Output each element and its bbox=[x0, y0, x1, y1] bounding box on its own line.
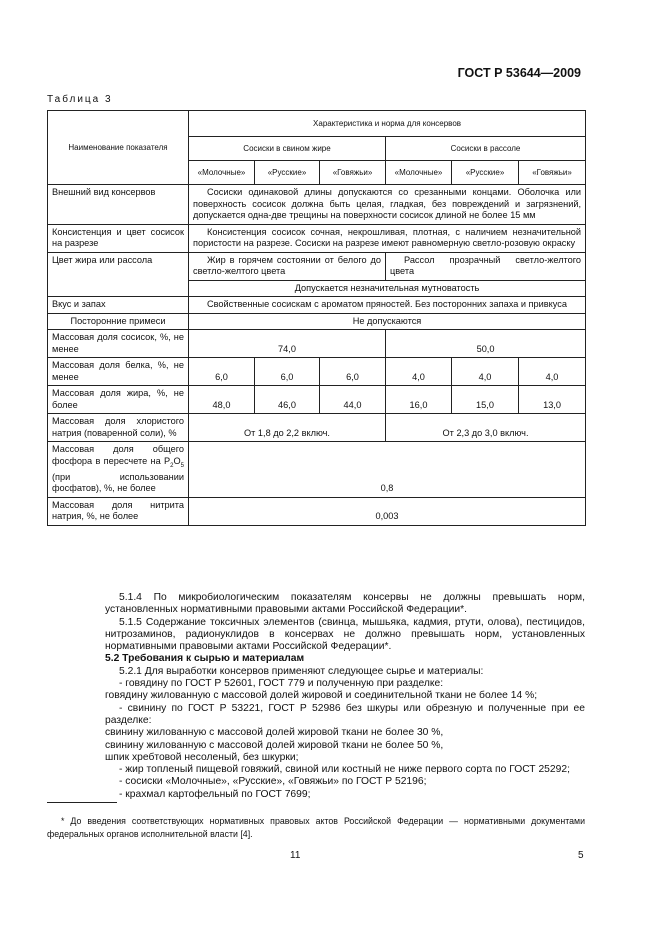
cell-value: 6,0 bbox=[189, 358, 255, 386]
paragraph: 5.1.5 Содержание токсичных элементов (свинца, мышьяка, кадмия, ртути, олова), пестицидов, нитрозаминов, радионуклидов в консервах не должно превышать норм, установленных нормативными правовыми актами Российской Федерации*. bbox=[105, 616, 585, 653]
list-item: - говядину по ГОСТ Р 52601, ГОСТ 779 и полученную при разделке: bbox=[119, 678, 444, 690]
row-name: Массовая доля общего фосфора в пересчете на $P_2O_5$ (при использовании фосфатов), %, не более bbox=[48, 442, 189, 498]
paragraph: 5.2.1 Для выработки консервов применяют следующее сырье и материалы: bbox=[119, 665, 484, 677]
row-value: Жир в горячем состоянии от белого до светло-желтого цвета bbox=[189, 252, 386, 280]
cell-value: 13,0 bbox=[519, 386, 586, 414]
row-value: Свойственные сосискам с ароматом пряностей. Без посторонних запаха и привкуса bbox=[189, 297, 586, 314]
row-value: От 1,8 до 2,2 включ. bbox=[189, 414, 386, 442]
list-item: свинину жилованную с массовой долей жировой ткани не более 30 %, bbox=[105, 727, 444, 739]
variant-header: «Говяжьи» bbox=[320, 161, 386, 185]
row-name: Внешний вид консервов bbox=[48, 185, 189, 225]
page-number-center: 11 bbox=[290, 850, 301, 861]
row-value: 74,0 bbox=[189, 330, 386, 358]
list-item: свинину жилованную с массовой долей жировой ткани не более 50 %, bbox=[105, 739, 444, 751]
list-item: - крахмал картофельный по ГОСТ 7699; bbox=[119, 788, 311, 800]
list-item: шпик хребтовой несоленый, без шкурки; bbox=[105, 751, 299, 763]
cell-value: 48,0 bbox=[189, 386, 255, 414]
subheader-fat: Сосиски в свином жире bbox=[189, 137, 386, 161]
variant-header: «Русские» bbox=[452, 161, 519, 185]
row-value: От 2,3 до 3,0 включ. bbox=[386, 414, 586, 442]
section-heading: 5.2 Требования к сырью и материалам bbox=[105, 653, 305, 665]
variant-header: «Молочные» bbox=[189, 161, 255, 185]
cell-value: 44,0 bbox=[320, 386, 386, 414]
row-value: 0,003 bbox=[189, 497, 586, 525]
row-name: Посторонние примеси bbox=[48, 313, 189, 330]
footnote: * До введения соответствующих нормативных правовых актов Российской Федерации — нормативными документами федеральных органов исполнительной власти [4]. bbox=[47, 816, 585, 839]
row-name: Массовая доля белка, %, не менее bbox=[48, 358, 189, 386]
variant-header: «Русские» bbox=[255, 161, 320, 185]
row-name: Массовая доля жира, %, не более bbox=[48, 386, 189, 414]
row-value: Сосиски одинаковой длины допускаются со срезанными концами. Оболочка или поверхность сосисок должна быть целая, гладкая, без повреждений и загрязнений, допускается одна-две трещины на поверхности сосисок длиной не более 15 мм bbox=[189, 185, 586, 225]
row-name: Массовая доля хлористого натрия (поваренной соли), % bbox=[48, 414, 189, 442]
row-value: 0,8 bbox=[189, 442, 586, 498]
subheader-brine: Сосиски в рассоле bbox=[386, 137, 586, 161]
row-value: 50,0 bbox=[386, 330, 586, 358]
row-value: Не допускаются bbox=[189, 313, 586, 330]
standard-number: ГОСТ Р 53644—2009 bbox=[457, 66, 581, 80]
row-value: Рассол прозрачный светло-желтого цвета bbox=[386, 252, 586, 280]
row-name: Массовая доля нитрита натрия, %, не более bbox=[48, 497, 189, 525]
specs-table bbox=[47, 110, 586, 526]
row-note: Допускается незначительная мутноватость bbox=[189, 280, 586, 297]
variant-header: «Молочные» bbox=[386, 161, 452, 185]
variant-header: «Говяжьи» bbox=[519, 161, 586, 185]
cell-value: 6,0 bbox=[320, 358, 386, 386]
row-value: Консистенция сосисок сочная, некрошливая, плотная, с наличием незначительной пористости на разрезе. Сосиски на разрезе имеют равномерную светло-розовую окраску bbox=[189, 224, 586, 252]
row-name: Вкус и запах bbox=[48, 297, 189, 314]
cell-value: 16,0 bbox=[386, 386, 452, 414]
list-item: - сосиски «Молочные», «Русские», «Говяжьи» по ГОСТ Р 52196; bbox=[119, 776, 427, 788]
list-item: говядину жилованную с массовой долей жировой и соединительной ткани не более 14 %; bbox=[105, 690, 538, 702]
table-caption: Таблица 3 bbox=[47, 94, 113, 105]
col-header-param: Наименование показателя bbox=[48, 111, 189, 185]
row-name: Цвет жира или рассола bbox=[48, 252, 189, 297]
materials-list bbox=[105, 678, 585, 801]
cell-value: 4,0 bbox=[452, 358, 519, 386]
list-item: - жир топленый пищевой говяжий, свиной или костный не ниже первого сорта по ГОСТ 25292; bbox=[119, 764, 570, 776]
cell-value: 4,0 bbox=[386, 358, 452, 386]
body-text bbox=[105, 592, 585, 801]
row-name: Массовая доля сосисок, %, не менее bbox=[48, 330, 189, 358]
cell-value: 46,0 bbox=[255, 386, 320, 414]
page-number-right: 5 bbox=[578, 850, 584, 861]
col-header-group: Характеристика и норма для консервов bbox=[189, 111, 586, 137]
cell-value: 15,0 bbox=[452, 386, 519, 414]
paragraph: 5.1.4 По микробиологическим показателям консервы не должны превышать норм, установленных нормативными правовыми актами Российской Федерации*. bbox=[105, 592, 585, 616]
footnote-rule bbox=[47, 802, 117, 803]
cell-value: 6,0 bbox=[255, 358, 320, 386]
cell-value: 4,0 bbox=[519, 358, 586, 386]
list-item: - свинину по ГОСТ Р 53221, ГОСТ Р 52986 без шкуры или обрезную и полученные при ее разделке: bbox=[105, 702, 585, 726]
row-name: Консистенция и цвет сосисок на разрезе bbox=[48, 224, 189, 252]
